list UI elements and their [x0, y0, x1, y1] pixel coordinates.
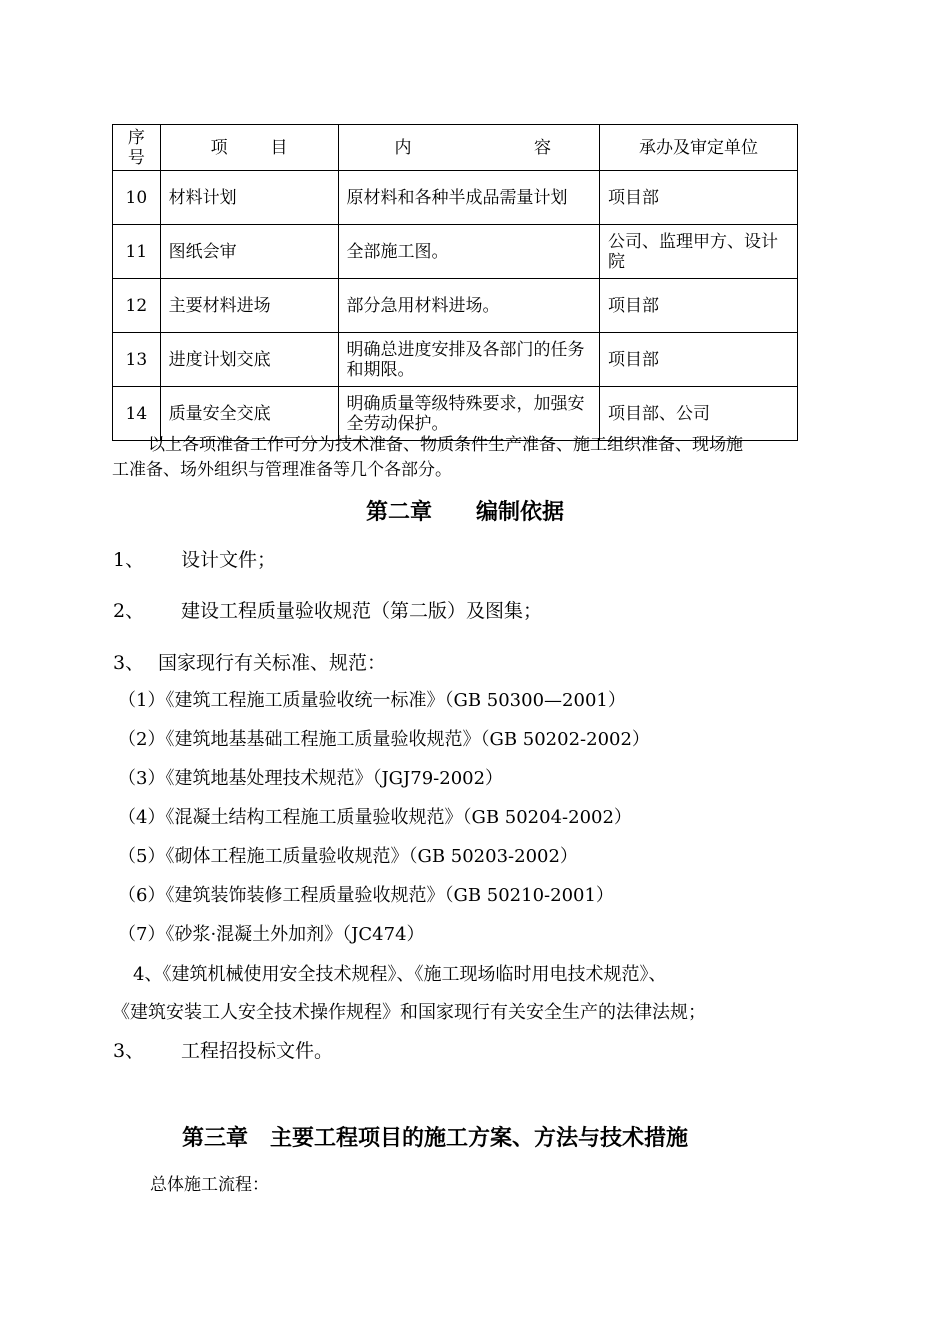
header-item: 项 目	[160, 125, 338, 171]
basis-item-1-text: 设计文件；	[181, 549, 277, 571]
standard-ref: （3）《建筑地基处理技术规范》（JGJ79-2002）	[118, 768, 504, 789]
row-content: 全部施工图。	[338, 225, 600, 279]
overall-flow-label: 总体施工流程：	[150, 1175, 269, 1195]
basis-item-2-text: 建设工程质量验收规范（第二版）及图集；	[181, 600, 543, 622]
row-number: 12	[113, 279, 161, 333]
basis-item-3-number: 3、	[113, 652, 145, 674]
row-content: 明确总进度安排及各部门的任务和期限。	[338, 333, 600, 387]
row-item: 进度计划交底	[160, 333, 338, 387]
table-row	[113, 225, 798, 279]
basis-item-1-number: 1、	[113, 549, 145, 571]
row-number: 10	[113, 171, 161, 225]
preparation-summary-line2: 工准备、场外组织与管理准备等几个各部分。	[112, 460, 452, 480]
table-row	[113, 171, 798, 225]
basis-item-3-text: 国家现行有关标准、规范：	[158, 652, 387, 674]
row-unit: 项目部	[600, 171, 798, 225]
basis-item-2-number: 2、	[113, 600, 145, 622]
tender-docs-number: 3、	[113, 1040, 145, 1062]
standard-ref: （4）《混凝土结构工程施工质量验收规范》（GB 50204-2002）	[118, 807, 632, 828]
standard-ref: （7）《砂浆·混凝土外加剂》（JC474）	[118, 924, 425, 945]
safety-regulations-line1: 4、《建筑机械使用安全技术规程》、《施工现场临时用电技术规范》、	[133, 964, 667, 985]
row-item: 材料计划	[160, 171, 338, 225]
chapter2-title: 第二章 编制依据	[366, 500, 565, 525]
chapter3-title: 第三章 主要工程项目的施工方案、方法与技术措施	[182, 1126, 689, 1151]
row-item: 图纸会审	[160, 225, 338, 279]
row-unit: 项目部	[600, 279, 798, 333]
row-content: 原材料和各种半成品需量计划	[338, 171, 600, 225]
standard-ref: （6）《建筑装饰装修工程质量验收规范》（GB 50210-2001）	[118, 885, 614, 906]
row-unit: 公司、监理甲方、设计院	[600, 225, 798, 279]
tender-docs-text: 工程招投标文件。	[181, 1040, 334, 1062]
row-number: 13	[113, 333, 161, 387]
header-unit: 承办及审定单位	[600, 125, 798, 171]
row-content: 部分急用材料进场。	[338, 279, 600, 333]
standard-ref: （2）《建筑地基基础工程施工质量验收规范》（GB 50202-2002）	[118, 729, 650, 750]
row-unit: 项目部	[600, 333, 798, 387]
row-number: 11	[113, 225, 161, 279]
preparation-summary-line1: 以上各项准备工作可分为技术准备、物质条件生产准备、施工组织准备、现场施	[148, 435, 743, 455]
standard-ref: （5）《砌体工程施工质量验收规范》（GB 50203-2002）	[118, 846, 578, 867]
header-content: 内 容	[338, 125, 600, 171]
table-row	[113, 279, 798, 333]
header-seq: 序 号	[113, 125, 161, 171]
row-item: 主要材料进场	[160, 279, 338, 333]
table-row	[113, 333, 798, 387]
row-unit: 项目部、公司	[600, 387, 798, 441]
standard-ref: （1）《建筑工程施工质量验收统一标准》（GB 50300—2001）	[118, 690, 626, 711]
row-content: 明确质量等级特殊要求，加强安全劳动保护。	[338, 387, 600, 441]
safety-regulations-line2: 《建筑安装工人安全技术操作规程》和国家现行有关安全生产的法律法规；	[112, 1002, 706, 1023]
preparation-table	[112, 124, 798, 441]
table-header-row	[113, 125, 798, 171]
row-item: 质量安全交底	[160, 387, 338, 441]
row-number: 14	[113, 387, 161, 441]
